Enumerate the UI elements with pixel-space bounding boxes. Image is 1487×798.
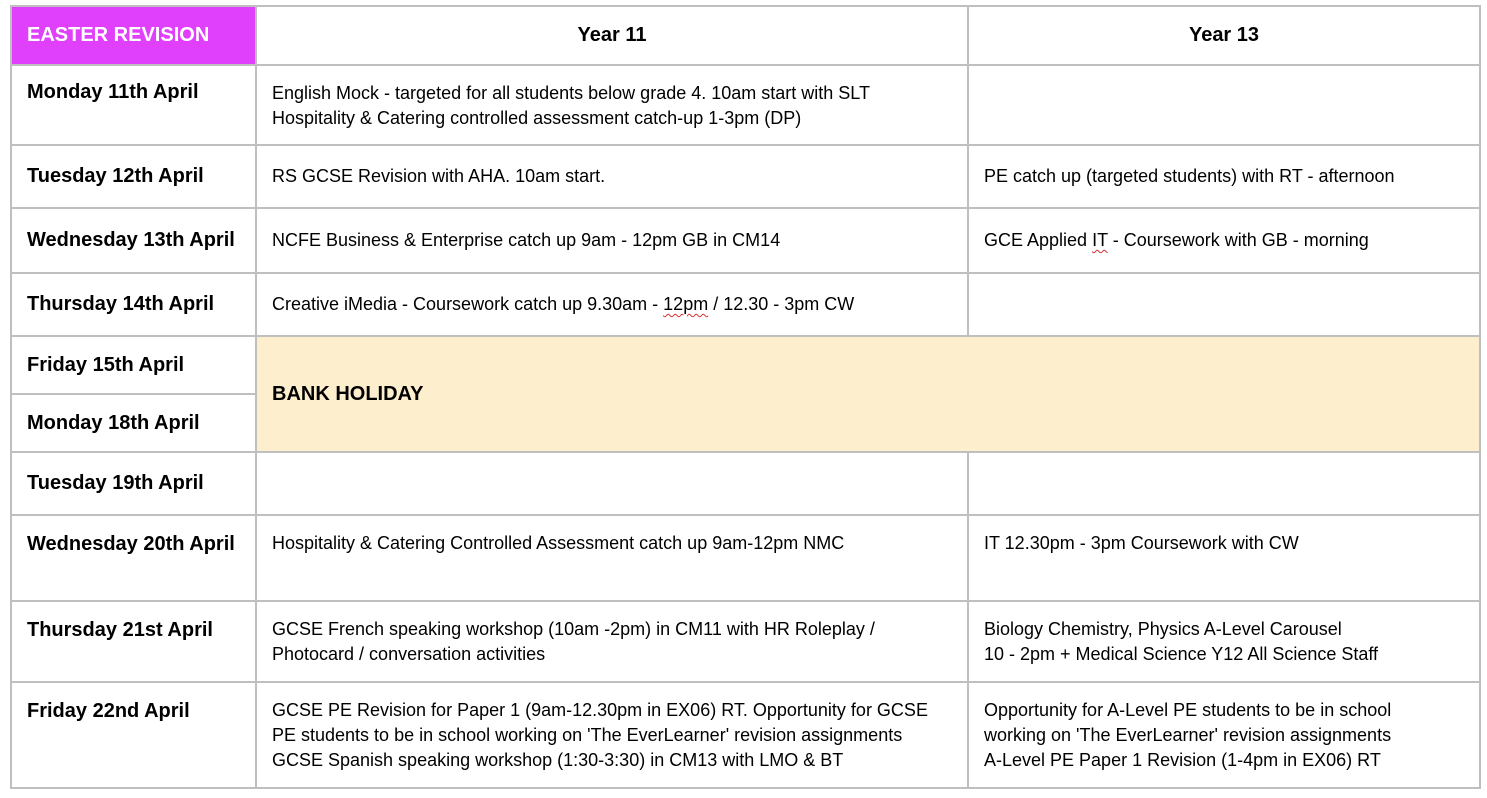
year13-entry bbox=[984, 228, 1464, 253]
year11-entry: GCSE Spanish speaking workshop (1:30-3:30) in CM13 with LMO & BT bbox=[272, 750, 844, 770]
year13-cell bbox=[968, 515, 1480, 601]
table-row bbox=[11, 273, 1480, 336]
year11-entry: PE students to be in school working on 'The EverLearner' revision assignments bbox=[272, 725, 903, 745]
year11-cell bbox=[256, 515, 968, 601]
date-cell: Tuesday 19th April bbox=[11, 452, 256, 515]
table-row bbox=[11, 336, 1480, 394]
date-cell: Monday 18th April bbox=[11, 394, 256, 452]
text-segment: / 12.30 - 3pm CW bbox=[708, 294, 855, 314]
year11-entry: English Mock - targeted for all students below grade 4. 10am start with SLT bbox=[272, 83, 870, 103]
year13-entry: working on 'The EverLearner' revision assignments bbox=[984, 725, 1392, 745]
text-segment: - Coursework with GB - morning bbox=[1107, 230, 1369, 250]
text-segment: Creative iMedia - Coursework catch up 9.30am - bbox=[272, 294, 664, 314]
year13-entry: A-Level PE Paper 1 Revision (1-4pm in EX06) RT bbox=[984, 750, 1381, 770]
year11-entry: NCFE Business & Enterprise catch up 9am - 12pm GB in CM14 bbox=[272, 230, 781, 250]
year13-entry: Opportunity for A-Level PE students to be in school bbox=[984, 700, 1392, 720]
year11-entry: Photocard / conversation activities bbox=[272, 644, 546, 664]
year13-entry: Biology Chemistry, Physics A-Level Carousel bbox=[984, 619, 1342, 639]
year11-entry: Hospitality & Catering Controlled Assessment catch up 9am-12pm NMC bbox=[272, 533, 845, 553]
date-cell: Friday 22nd April bbox=[11, 682, 256, 788]
table-row bbox=[11, 452, 1480, 515]
table-row bbox=[11, 145, 1480, 208]
bank-holiday-cell: BANK HOLIDAY bbox=[256, 336, 1480, 452]
year11-entry: Hospitality & Catering controlled assessment catch-up 1-3pm (DP) bbox=[272, 108, 802, 128]
date-cell: Wednesday 13th April bbox=[11, 208, 256, 273]
table-row bbox=[11, 65, 1480, 145]
year13-cell bbox=[968, 682, 1480, 788]
table-row bbox=[11, 515, 1480, 601]
year13-cell bbox=[968, 601, 1480, 682]
date-cell: Tuesday 12th April bbox=[11, 145, 256, 208]
table-row bbox=[11, 601, 1480, 682]
year13-cell bbox=[968, 452, 1480, 515]
year13-cell bbox=[968, 145, 1480, 208]
year13-entry: 10 - 2pm + Medical Science Y12 All Science Staff bbox=[984, 644, 1379, 664]
spellcheck-flagged-word: 12pm bbox=[663, 294, 709, 314]
date-cell: Wednesday 20th April bbox=[11, 515, 256, 601]
year13-cell bbox=[968, 273, 1480, 336]
date-cell: Friday 15th April bbox=[11, 336, 256, 394]
date-cell: Monday 11th April bbox=[11, 65, 256, 145]
year13-cell bbox=[968, 208, 1480, 273]
easter-revision-timetable bbox=[10, 5, 1481, 789]
year13-header: Year 13 bbox=[968, 6, 1480, 65]
date-cell: Thursday 21st April bbox=[11, 601, 256, 682]
header-row bbox=[11, 6, 1480, 65]
year11-cell bbox=[256, 682, 968, 788]
table-row bbox=[11, 208, 1480, 273]
year11-header: Year 11 bbox=[256, 6, 968, 65]
year11-cell bbox=[256, 208, 968, 273]
year11-cell bbox=[256, 65, 968, 145]
year13-cell bbox=[968, 65, 1480, 145]
year11-cell bbox=[256, 601, 968, 682]
date-cell: Thursday 14th April bbox=[11, 273, 256, 336]
year13-entry: PE catch up (targeted students) with RT - afternoon bbox=[984, 166, 1395, 186]
year11-cell bbox=[256, 145, 968, 208]
timetable-title: EASTER REVISION bbox=[11, 6, 256, 65]
year11-cell bbox=[256, 452, 968, 515]
table-row bbox=[11, 682, 1480, 788]
year11-entry bbox=[272, 292, 952, 317]
spellcheck-flagged-word: IT bbox=[1092, 230, 1108, 250]
year11-entry: RS GCSE Revision with AHA. 10am start. bbox=[272, 166, 606, 186]
year11-entry: GCSE French speaking workshop (10am -2pm) in CM11 with HR Roleplay / bbox=[272, 619, 875, 639]
year13-entry: IT 12.30pm - 3pm Coursework with CW bbox=[984, 533, 1299, 553]
text-segment: GCE Applied bbox=[984, 230, 1093, 250]
year11-cell bbox=[256, 273, 968, 336]
year11-entry: GCSE PE Revision for Paper 1 (9am-12.30pm in EX06) RT. Opportunity for GCSE bbox=[272, 700, 928, 720]
